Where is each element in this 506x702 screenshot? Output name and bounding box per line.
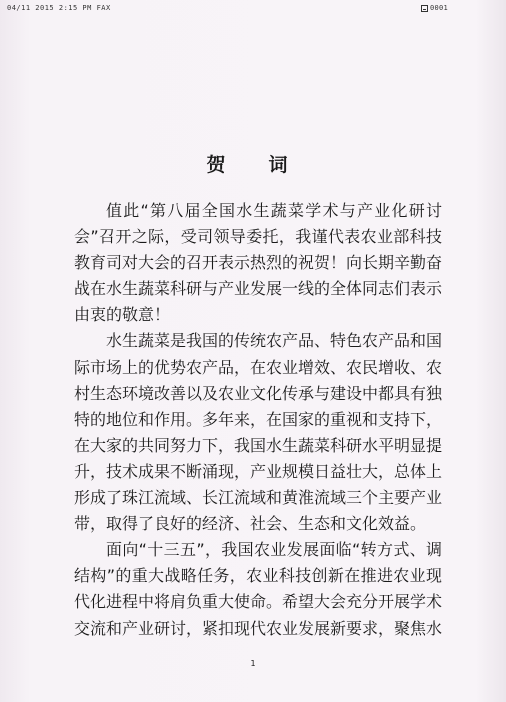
paragraph-3: 面向“十三五”，我国农业发展面临“转方式、调结构”的重大战略任务，农业科技创新在推进农业现代化进程中将肩负重大使命。希望大会充分开展学术交流和产业研讨，紧扣现代农业发展新要求，聚焦水	[74, 540, 443, 638]
fax-page-count: 0001	[430, 4, 449, 12]
document-body	[74, 198, 442, 642]
fax-page-icon	[421, 5, 428, 12]
paragraph-1: 值此“第八届全国水生蔬菜学术与产业化研讨会”召开之际，受司领导委托，我谨代表农业部科技教育司对大会的召开表示热烈的祝贺！向长期辛勤奋战在水生蔬菜科研与产业发展一线的全体同志们表示由衷的敬意！	[74, 201, 443, 325]
fax-header-left: 04/11 2015 2:15 PM FAX	[7, 4, 111, 12]
paragraph-2: 水生蔬菜是我国的传统农产品、特色农产品和国际市场上的优势农产品，在农业增效、农民增收、农村生态环境改善以及农业文化传承与建设中都具有独特的地位和作用。多年来，在国家的重视和支持下，在大家的共同努力下，我国水生蔬菜科研水平明显提升，技术成果不断涌现，产业规模日益壮大，总体上形成了珠江流域、长江流域和黄淮流域三个主要产业带，取得了良好的经济、社会、生态和文化效益。	[74, 331, 443, 534]
page-number: 1	[250, 659, 256, 668]
fax-header-right	[421, 4, 448, 12]
document-title: 贺 词	[206, 154, 300, 176]
